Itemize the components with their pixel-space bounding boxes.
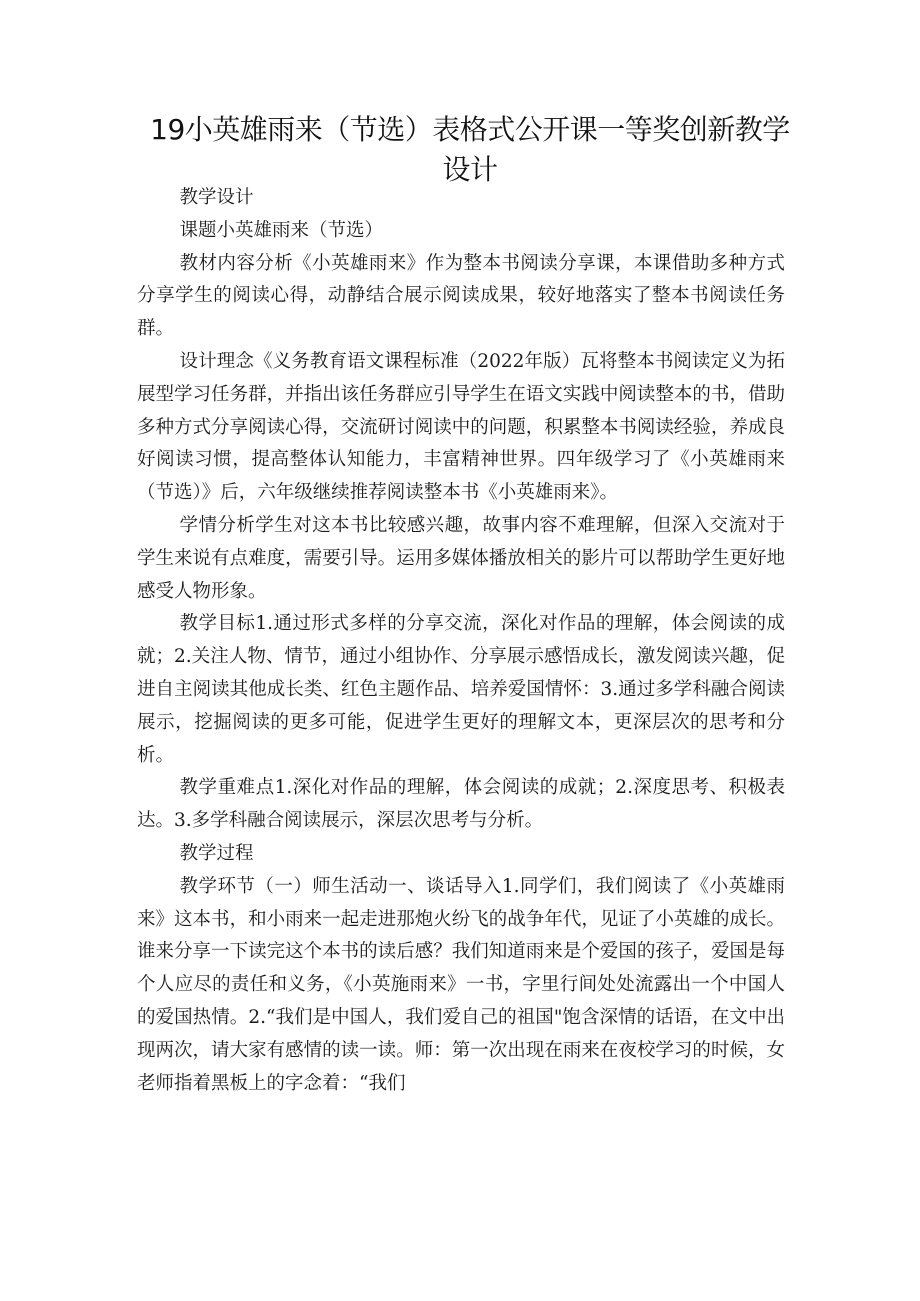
section-heading-teaching-process: 教学过程 xyxy=(179,842,254,864)
key-points-paragraph: 教学重难点1.深化对作品的理解，体会阅读的成就；2.深度思考、积极表达。3.多学科融合阅读展示，深层次思考与分析。 xyxy=(137,777,785,832)
textbook-analysis-paragraph: 教材内容分析《小英雄雨来》作为整本书阅读分享课，本课借助多种方式分享学生的阅读心得，动静结合展示阅读成果，较好地落实了整本书阅读任务群。 xyxy=(137,252,785,340)
teaching-step-paragraph: 教学环节（一）师生活动一、谈话导入1.同学们，我们阅读了《小英雄雨来》这本书，和小雨来一起走进那炮火纷飞的战争年代，见证了小英雄的成长。谁来分享一下读完这个本书的读后感？我们知道雨来是个爱国的孩子，爱国是每个人应尽的责任和义务，《小英施雨来》一书，字里行间处处流露出一个中国人的爱国热情。2.“我们是中国人，我们爱自己的祖国"饱含深情的话语，在文中出现两次，请大家有感情的读一读。师：第一次出现在雨来在夜校学习的时候，女老师指着黑板上的字念着：“我们 xyxy=(137,875,785,1094)
section-heading-teaching-design: 教学设计 xyxy=(179,187,254,208)
design-concept-paragraph: 设计理念《义务教育语文课程标准（2022年版）瓦将整本书阅读定义为拓展型学习任务群，并指出该任务群应引导学生在语文实践中阅读整本的书，借助多种方式分享阅读心得，交流研讨阅读中的问题，积累整本书阅读经验，养成良好阅读习惯，提高整体认知能力，丰富精神世界。四年级学习了《小英雄雨来（节选）》后，六年级继续推荐阅读整本书《小英雄雨来》。 xyxy=(137,350,785,504)
lesson-topic: 课题小英雄雨来（节选） xyxy=(179,219,384,241)
student-analysis-paragraph: 学情分析学生对这本书比较感兴趣，故事内容不难理解，但深入交流对于学生来说有点难度，需要引导。运用多媒体播放相关的影片可以帮助学生更好地感受人物形象。 xyxy=(137,514,785,602)
document-title: 19小英雄雨来（节选）表格式公开课一等奖创新教学设计 xyxy=(150,113,790,186)
teaching-goals-paragraph: 教学目标1.通过形式多样的分享交流，深化对作品的理解，体会阅读的成就；2.关注人物、情节，通过小组协作、分享展示感悟成长，激发阅读兴趣，促进自主阅读其他成长类、红色主题作品、培养爱国情怀：3.通过多学科融合阅读展示，挖掘阅读的更多可能，促进学生更好的理解文本，更深层次的思考和分析。 xyxy=(137,613,785,766)
document-body xyxy=(137,182,785,1100)
